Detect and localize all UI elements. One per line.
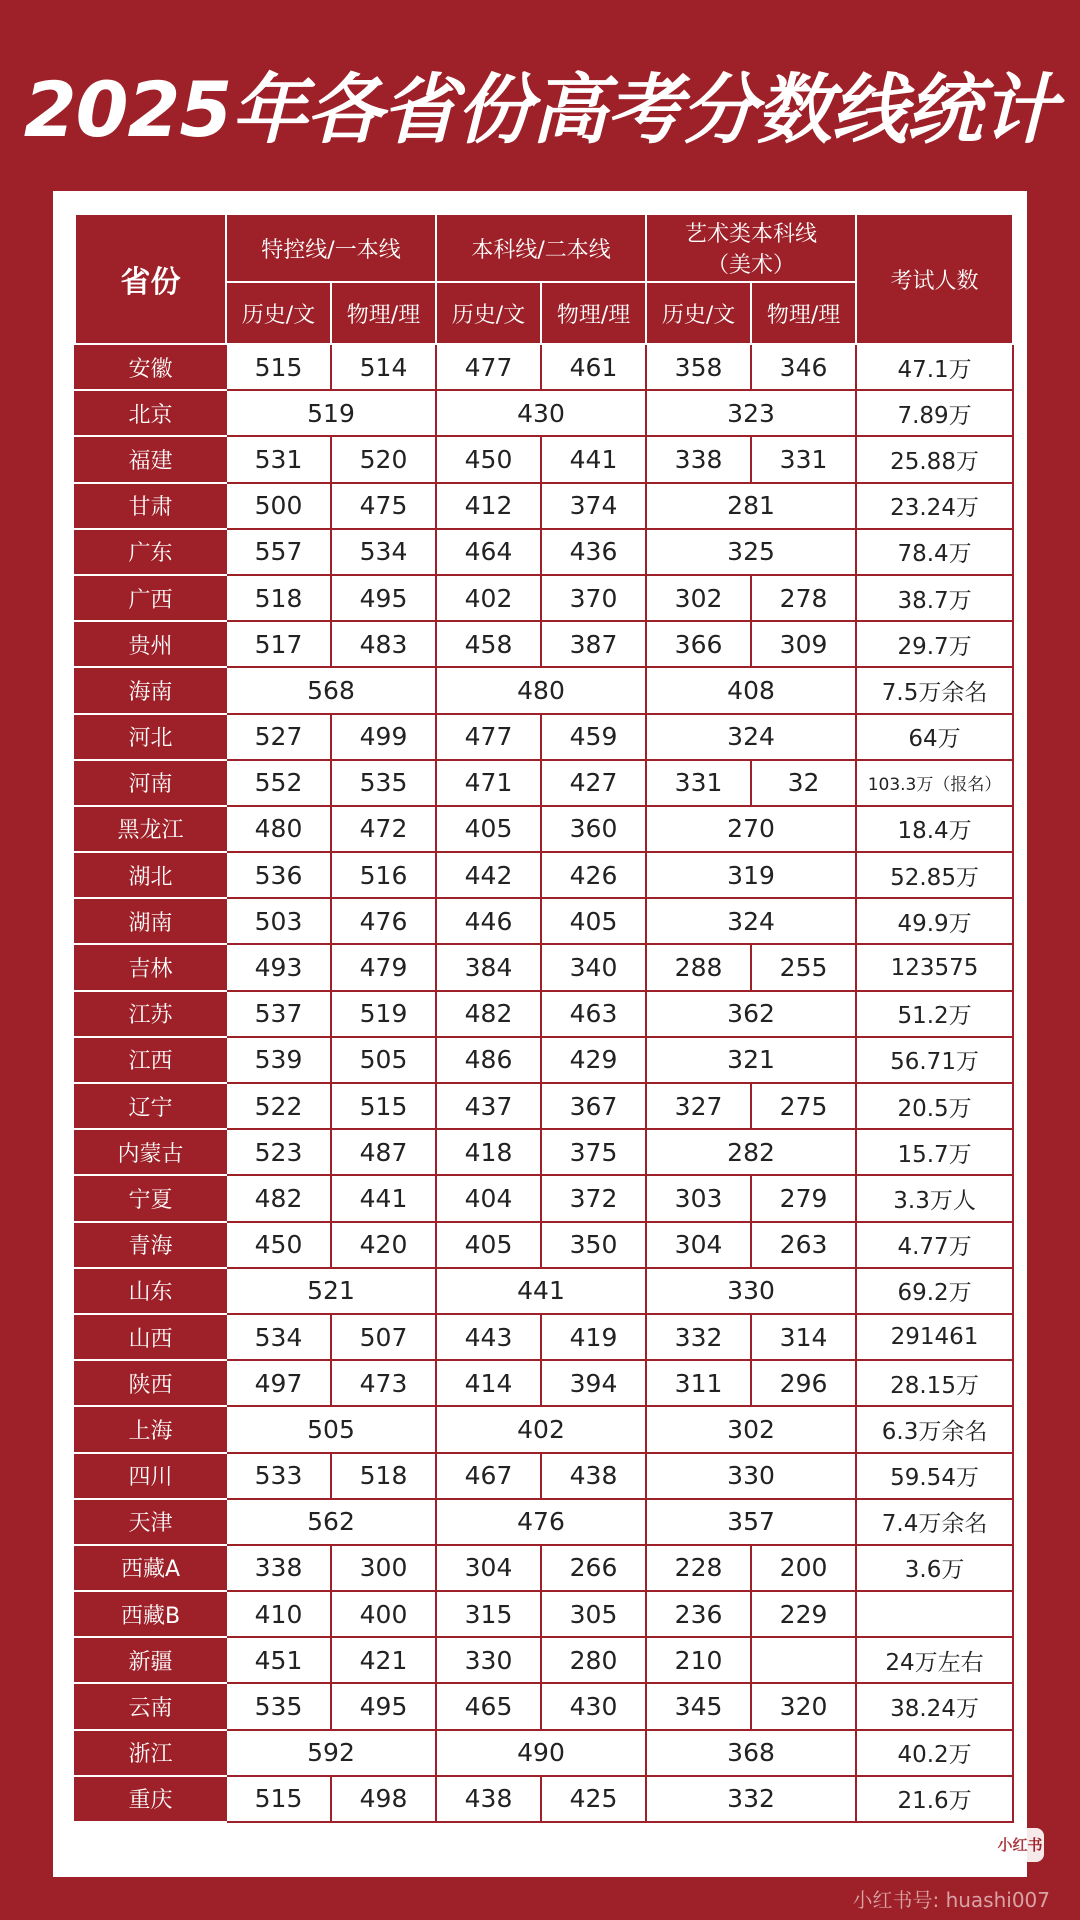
tier2-score-cell: 340	[541, 944, 646, 990]
tier1-score-cell: 482	[226, 1175, 331, 1221]
province-cell: 北京	[75, 390, 226, 436]
tier1-score-cell: 473	[331, 1360, 436, 1406]
tier2-history-header: 历史/文	[436, 282, 541, 344]
table-row	[75, 714, 1013, 760]
art-score-cell: 278	[751, 575, 856, 621]
count-cell: 3.6万	[856, 1545, 1013, 1591]
tier2-score-cell: 459	[541, 714, 646, 760]
tier2-score-cell: 476	[436, 1499, 646, 1545]
watermark-id: 小红书号: huashi007	[852, 1888, 1050, 1912]
tier2-score-cell: 405	[436, 1222, 541, 1268]
table-row	[75, 1730, 1013, 1776]
page-title: 2025年各省份高考分数线统计	[23, 65, 1057, 154]
province-cell: 内蒙古	[75, 1129, 226, 1175]
count-cell: 59.54万	[856, 1453, 1013, 1499]
count-cell: 56.71万	[856, 1037, 1013, 1083]
tier1-history-header: 历史/文	[226, 282, 331, 344]
count-cell: 51.2万	[856, 991, 1013, 1037]
art-score-cell: 279	[751, 1175, 856, 1221]
tier2-score-cell: 426	[541, 852, 646, 898]
table-row	[75, 1083, 1013, 1129]
tier2-score-cell: 441	[436, 1268, 646, 1314]
tier1-score-cell: 539	[226, 1037, 331, 1083]
table-row	[75, 991, 1013, 1037]
art-score-cell: 345	[646, 1683, 751, 1729]
tier1-score-cell: 520	[331, 436, 436, 482]
tier2-score-cell: 418	[436, 1129, 541, 1175]
art-score-cell: 332	[646, 1314, 751, 1360]
art-score-cell: 331	[646, 760, 751, 806]
tier1-score-cell: 421	[331, 1637, 436, 1683]
tier1-score-cell: 562	[226, 1499, 436, 1545]
province-cell: 浙江	[75, 1730, 226, 1776]
province-cell: 上海	[75, 1406, 226, 1452]
tier1-score-cell: 536	[226, 852, 331, 898]
tier1-score-cell: 410	[226, 1591, 331, 1637]
art-score-cell: 255	[751, 944, 856, 990]
art-score-cell: 302	[646, 575, 751, 621]
tier2-score-cell: 441	[541, 436, 646, 482]
count-cell: 4.77万	[856, 1222, 1013, 1268]
tier2-score-cell: 442	[436, 852, 541, 898]
tier2-score-cell: 402	[436, 575, 541, 621]
tier2-score-cell: 438	[541, 1453, 646, 1499]
tier2-score-cell: 414	[436, 1360, 541, 1406]
tier2-score-cell: 463	[541, 991, 646, 1037]
province-cell: 江苏	[75, 991, 226, 1037]
tier1-score-cell: 497	[226, 1360, 331, 1406]
province-cell: 福建	[75, 436, 226, 482]
tier2-score-cell: 305	[541, 1591, 646, 1637]
art-score-cell: 32	[751, 760, 856, 806]
tier1-score-cell: 483	[331, 621, 436, 667]
province-cell: 湖北	[75, 852, 226, 898]
tier1-score-cell: 495	[331, 575, 436, 621]
count-cell: 69.2万	[856, 1268, 1013, 1314]
tier2-score-cell: 384	[436, 944, 541, 990]
tier2-score-cell: 446	[436, 898, 541, 944]
table-row	[75, 1268, 1013, 1314]
tier2-score-cell: 465	[436, 1683, 541, 1729]
art-score-cell: 357	[646, 1499, 856, 1545]
art-score-cell: 302	[646, 1406, 856, 1452]
art-score-cell: 309	[751, 621, 856, 667]
art-score-cell: 281	[646, 483, 856, 529]
art-score-cell: 338	[646, 436, 751, 482]
tier1-score-cell: 516	[331, 852, 436, 898]
tier2-score-cell: 304	[436, 1545, 541, 1591]
tier1-score-cell: 300	[331, 1545, 436, 1591]
table-body	[75, 344, 1013, 1822]
tier2-score-cell: 464	[436, 529, 541, 575]
art-score-cell: 320	[751, 1683, 856, 1729]
count-cell: 25.88万	[856, 436, 1013, 482]
art-header-line2: （美术）	[707, 253, 796, 278]
tier1-score-cell: 498	[331, 1776, 436, 1822]
table-row	[75, 575, 1013, 621]
art-score-cell: 319	[646, 852, 856, 898]
tier2-score-cell: 486	[436, 1037, 541, 1083]
tier1-score-cell: 515	[331, 1083, 436, 1129]
table-row	[75, 1360, 1013, 1406]
tier1-score-cell: 514	[331, 344, 436, 390]
tier2-score-cell: 350	[541, 1222, 646, 1268]
tier1-score-cell: 495	[331, 1683, 436, 1729]
table-row	[75, 390, 1013, 436]
province-cell: 广西	[75, 575, 226, 621]
table-row	[75, 1175, 1013, 1221]
tier1-score-cell: 472	[331, 806, 436, 852]
art-score-cell: 304	[646, 1222, 751, 1268]
art-score-cell: 263	[751, 1222, 856, 1268]
table-row	[75, 529, 1013, 575]
count-cell	[856, 1591, 1013, 1637]
table-row	[75, 852, 1013, 898]
tier1-score-cell: 522	[226, 1083, 331, 1129]
count-cell: 7.5万余名	[856, 667, 1013, 713]
tier1-score-cell: 400	[331, 1591, 436, 1637]
count-cell: 29.7万	[856, 621, 1013, 667]
art-score-cell: 236	[646, 1591, 751, 1637]
tier2-score-cell: 375	[541, 1129, 646, 1175]
tier2-score-cell: 429	[541, 1037, 646, 1083]
art-score-cell: 314	[751, 1314, 856, 1360]
tier2-score-cell: 315	[436, 1591, 541, 1637]
tier2-physics-header: 物理/理	[541, 282, 646, 344]
art-score-cell: 210	[646, 1637, 751, 1683]
art-score-cell: 303	[646, 1175, 751, 1221]
tier1-score-cell: 493	[226, 944, 331, 990]
tier1-score-cell: 517	[226, 621, 331, 667]
tier2-score-cell: 477	[436, 714, 541, 760]
tier1-score-cell: 552	[226, 760, 331, 806]
art-score-cell: 331	[751, 436, 856, 482]
tier2-score-cell: 467	[436, 1453, 541, 1499]
tier1-physics-header: 物理/理	[331, 282, 436, 344]
tier1-score-cell: 505	[226, 1406, 436, 1452]
province-cell: 陕西	[75, 1360, 226, 1406]
tier2-score-cell: 430	[436, 390, 646, 436]
art-physics-header: 物理/理	[751, 282, 856, 344]
province-cell: 山西	[75, 1314, 226, 1360]
tier2-score-cell: 482	[436, 991, 541, 1037]
count-cell: 7.89万	[856, 390, 1013, 436]
table-row	[75, 760, 1013, 806]
tier1-score-cell: 475	[331, 483, 436, 529]
tier1-score-cell: 557	[226, 529, 331, 575]
art-score-cell: 229	[751, 1591, 856, 1637]
tier2-score-cell: 480	[436, 667, 646, 713]
table-row	[75, 1314, 1013, 1360]
art-score-cell: 323	[646, 390, 856, 436]
province-cell: 山东	[75, 1268, 226, 1314]
tier1-score-cell: 535	[331, 760, 436, 806]
province-cell: 四川	[75, 1453, 226, 1499]
art-header	[646, 214, 856, 282]
tier2-score-cell: 360	[541, 806, 646, 852]
tier1-score-cell: 480	[226, 806, 331, 852]
province-header: 省份	[75, 214, 226, 344]
count-cell: 21.6万	[856, 1776, 1013, 1822]
art-header-line1: 艺术类本科线	[685, 222, 818, 247]
art-history-header: 历史/文	[646, 282, 751, 344]
art-score-cell: 275	[751, 1083, 856, 1129]
art-score-cell: 324	[646, 898, 856, 944]
art-score-cell: 327	[646, 1083, 751, 1129]
count-cell: 64万	[856, 714, 1013, 760]
tier2-score-cell: 458	[436, 621, 541, 667]
count-cell: 18.4万	[856, 806, 1013, 852]
art-score-cell: 325	[646, 529, 856, 575]
tier2-score-cell: 443	[436, 1314, 541, 1360]
tier2-score-cell: 367	[541, 1083, 646, 1129]
tier1-score-cell: 515	[226, 1776, 331, 1822]
tier1-score-cell: 537	[226, 991, 331, 1037]
count-cell: 40.2万	[856, 1730, 1013, 1776]
art-score-cell: 362	[646, 991, 856, 1037]
tier2-score-cell: 412	[436, 483, 541, 529]
tier1-score-cell: 515	[226, 344, 331, 390]
table-row	[75, 806, 1013, 852]
count-header: 考试人数	[856, 214, 1013, 344]
tier1-score-cell: 531	[226, 436, 331, 482]
tier1-score-cell: 527	[226, 714, 331, 760]
count-cell: 38.7万	[856, 575, 1013, 621]
province-cell: 天津	[75, 1499, 226, 1545]
tier1-score-cell: 507	[331, 1314, 436, 1360]
province-cell: 甘肃	[75, 483, 226, 529]
table-row	[75, 1222, 1013, 1268]
table-row	[75, 1637, 1013, 1683]
count-cell: 3.3万人	[856, 1175, 1013, 1221]
count-cell: 15.7万	[856, 1129, 1013, 1175]
tier2-score-cell: 330	[436, 1637, 541, 1683]
art-score-cell: 358	[646, 344, 751, 390]
province-cell: 江西	[75, 1037, 226, 1083]
art-score-cell	[751, 1637, 856, 1683]
tier2-score-cell: 404	[436, 1175, 541, 1221]
tier1-score-cell: 568	[226, 667, 436, 713]
table-row	[75, 1406, 1013, 1452]
tier2-score-cell: 437	[436, 1083, 541, 1129]
count-cell: 78.4万	[856, 529, 1013, 575]
table-row	[75, 1037, 1013, 1083]
tier1-score-cell: 533	[226, 1453, 331, 1499]
tier2-score-cell: 425	[541, 1776, 646, 1822]
province-cell: 湖南	[75, 898, 226, 944]
province-cell: 海南	[75, 667, 226, 713]
art-score-cell: 346	[751, 344, 856, 390]
table-row	[75, 944, 1013, 990]
tier2-score-cell: 405	[541, 898, 646, 944]
count-cell: 28.15万	[856, 1360, 1013, 1406]
tier2-score-cell: 374	[541, 483, 646, 529]
art-score-cell: 368	[646, 1730, 856, 1776]
province-cell: 新疆	[75, 1637, 226, 1683]
art-score-cell: 311	[646, 1360, 751, 1406]
table-row	[75, 436, 1013, 482]
province-cell: 西藏B	[75, 1591, 226, 1637]
province-cell: 贵州	[75, 621, 226, 667]
count-cell: 23.24万	[856, 483, 1013, 529]
tier2-score-cell: 477	[436, 344, 541, 390]
tier1-score-cell: 500	[226, 483, 331, 529]
count-cell: 52.85万	[856, 852, 1013, 898]
tier1-score-cell: 519	[331, 991, 436, 1037]
count-cell: 6.3万余名	[856, 1406, 1013, 1452]
tier1-header: 特控线/一本线	[226, 214, 436, 282]
table-row	[75, 1591, 1013, 1637]
art-score-cell: 228	[646, 1545, 751, 1591]
tier2-score-cell: 372	[541, 1175, 646, 1221]
tier1-score-cell: 451	[226, 1637, 331, 1683]
tier1-score-cell: 420	[331, 1222, 436, 1268]
tier1-score-cell: 338	[226, 1545, 331, 1591]
tier1-score-cell: 476	[331, 898, 436, 944]
art-score-cell: 288	[646, 944, 751, 990]
tier1-score-cell: 518	[226, 575, 331, 621]
art-score-cell: 366	[646, 621, 751, 667]
tier2-score-cell: 280	[541, 1637, 646, 1683]
province-cell: 重庆	[75, 1776, 226, 1822]
xiaohongshu-logo: 小红书	[996, 1828, 1044, 1862]
tier2-score-cell: 450	[436, 436, 541, 482]
province-cell: 云南	[75, 1683, 226, 1729]
count-cell: 24万左右	[856, 1637, 1013, 1683]
art-score-cell: 296	[751, 1360, 856, 1406]
art-score-cell: 282	[646, 1129, 856, 1175]
province-cell: 黑龙江	[75, 806, 226, 852]
province-cell: 河北	[75, 714, 226, 760]
tier1-score-cell: 450	[226, 1222, 331, 1268]
tier2-score-cell: 436	[541, 529, 646, 575]
art-score-cell: 408	[646, 667, 856, 713]
province-cell: 辽宁	[75, 1083, 226, 1129]
tier2-score-cell: 405	[436, 806, 541, 852]
count-cell: 291461	[856, 1314, 1013, 1360]
count-cell: 103.3万（报名）	[856, 760, 1013, 806]
art-score-cell: 321	[646, 1037, 856, 1083]
tier1-score-cell: 521	[226, 1268, 436, 1314]
province-cell: 宁夏	[75, 1175, 226, 1221]
table-row	[75, 1453, 1013, 1499]
tier2-header: 本科线/二本线	[436, 214, 646, 282]
tier2-score-cell: 430	[541, 1683, 646, 1729]
tier1-score-cell: 534	[331, 529, 436, 575]
art-score-cell: 330	[646, 1453, 856, 1499]
tier1-score-cell: 535	[226, 1683, 331, 1729]
tier1-score-cell: 505	[331, 1037, 436, 1083]
table-row	[75, 344, 1013, 390]
tier1-score-cell: 519	[226, 390, 436, 436]
art-score-cell: 324	[646, 714, 856, 760]
table-row	[75, 1499, 1013, 1545]
tier1-score-cell: 518	[331, 1453, 436, 1499]
province-cell: 广东	[75, 529, 226, 575]
table-row	[75, 1545, 1013, 1591]
tier1-score-cell: 534	[226, 1314, 331, 1360]
count-cell: 49.9万	[856, 898, 1013, 944]
count-cell: 7.4万余名	[856, 1499, 1013, 1545]
table-row	[75, 898, 1013, 944]
count-cell: 47.1万	[856, 344, 1013, 390]
table-row	[75, 1776, 1013, 1822]
tier2-score-cell: 402	[436, 1406, 646, 1452]
tier1-score-cell: 503	[226, 898, 331, 944]
tier1-score-cell: 523	[226, 1129, 331, 1175]
tier1-score-cell: 479	[331, 944, 436, 990]
province-cell: 河南	[75, 760, 226, 806]
tier2-score-cell: 419	[541, 1314, 646, 1360]
province-cell: 吉林	[75, 944, 226, 990]
tier2-score-cell: 490	[436, 1730, 646, 1776]
tier2-score-cell: 387	[541, 621, 646, 667]
art-score-cell: 332	[646, 1776, 856, 1822]
art-score-cell: 330	[646, 1268, 856, 1314]
province-cell: 安徽	[75, 344, 226, 390]
table-row	[75, 621, 1013, 667]
table-row	[75, 1683, 1013, 1729]
table-row	[75, 667, 1013, 713]
tier2-score-cell: 471	[436, 760, 541, 806]
tier2-score-cell: 266	[541, 1545, 646, 1591]
count-cell: 20.5万	[856, 1083, 1013, 1129]
table-row	[75, 1129, 1013, 1175]
province-cell: 西藏A	[75, 1545, 226, 1591]
province-cell: 青海	[75, 1222, 226, 1268]
tier1-score-cell: 441	[331, 1175, 436, 1221]
tier2-score-cell: 427	[541, 760, 646, 806]
tier2-score-cell: 370	[541, 575, 646, 621]
tier1-score-cell: 487	[331, 1129, 436, 1175]
count-cell: 123575	[856, 944, 1013, 990]
table-row	[75, 483, 1013, 529]
count-cell: 38.24万	[856, 1683, 1013, 1729]
tier1-score-cell: 592	[226, 1730, 436, 1776]
tier2-score-cell: 394	[541, 1360, 646, 1406]
art-score-cell: 200	[751, 1545, 856, 1591]
score-table	[74, 213, 1014, 1823]
tier1-score-cell: 499	[331, 714, 436, 760]
tier2-score-cell: 438	[436, 1776, 541, 1822]
art-score-cell: 270	[646, 806, 856, 852]
tier2-score-cell: 461	[541, 344, 646, 390]
